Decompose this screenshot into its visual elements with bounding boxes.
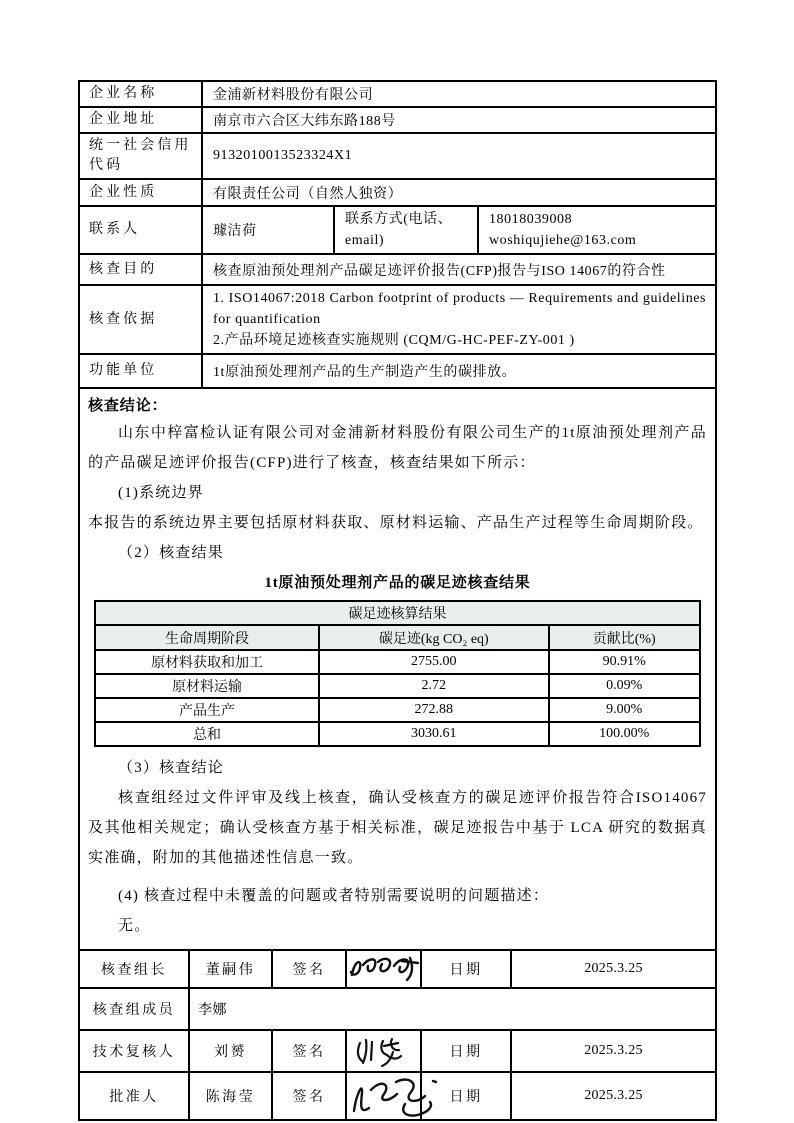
credit-code-value: 9132010013523324X1 (202, 133, 716, 179)
company-name-value: 金浦新材料股份有限公司 (202, 81, 716, 107)
verification-basis-label: 核查依据 (79, 285, 202, 354)
contact-phone: 18018039008 (489, 212, 573, 227)
sign-label: 签名 (272, 950, 346, 988)
section-3-text: 核查组经过文件评审及线上核查，确认受核查方的碳足迹评价报告符合ISO14067及其他相关规定；确认受核查方基于相关标准，碳足迹报告中基于 LCA 研究的数据真实准确，附加的其他描述性信息一致。 (88, 790, 707, 866)
section-4-text: 无。 (118, 918, 151, 934)
result-table-title: 1t原油预处理剂产品的碳足迹核查结果 (264, 575, 531, 591)
team-member-name: 李娜 (189, 988, 716, 1030)
cell-stage: 原材料运输 (95, 674, 319, 698)
column-header-lifecycle: 生命周期阶段 (95, 625, 319, 650)
table-row (79, 285, 716, 354)
table-row (95, 601, 700, 625)
contact-email: woshiqujiehe@163.com (489, 233, 637, 248)
signature-image-dongsiwei (347, 953, 423, 985)
functional-unit-label: 功能单位 (79, 354, 202, 388)
team-leader-signature (346, 950, 421, 988)
functional-unit-value: 1t原油预处理剂产品的生产制造产生的碳排放。 (202, 354, 716, 388)
column-header-contribution: 贡献比(%) (549, 625, 700, 650)
company-type-value: 有限责任公司（自然人独资） (202, 179, 716, 206)
technical-reviewer-signature (346, 1030, 421, 1072)
approver-signature (346, 1072, 421, 1120)
basis-item-1: 1. ISO14067:2018 Carbon footprint of products — Requirements and guidelines for quantification (213, 291, 707, 327)
technical-reviewer-date: 2025.3.25 (511, 1030, 716, 1072)
company-address-label: 企业地址 (79, 107, 202, 133)
table-row (79, 179, 716, 206)
contact-method-label: 联系方式(电话、email) (334, 206, 478, 254)
cell-footprint-total: 3030.61 (319, 722, 549, 746)
cell-stage-total: 总和 (95, 722, 319, 746)
cell-footprint: 272.88 (319, 698, 549, 722)
verification-basis-value (202, 285, 716, 354)
table-row (95, 722, 700, 746)
carbon-footprint-result-table (94, 600, 701, 747)
section-3-title: （3）核查结论 (118, 760, 224, 776)
contact-person-name: 璩洁荷 (202, 206, 334, 254)
role-approver: 批准人 (79, 1072, 189, 1120)
cell-contribution: 0.09% (549, 674, 700, 698)
conclusion-paragraph-1: 山东中梓富检认证有限公司对金浦新材料股份有限公司生产的1t原油预处理剂产品的产品碳足迹评价报告(CFP)进行了核查，核查结果如下所示： (88, 425, 707, 471)
cell-footprint: 2.72 (319, 674, 549, 698)
company-name-label: 企业名称 (79, 81, 202, 107)
team-leader-name: 董嗣伟 (189, 950, 272, 988)
table-row (95, 650, 700, 674)
contact-method-value (478, 206, 716, 254)
cell-footprint: 2755.00 (319, 650, 549, 674)
table-row (95, 674, 700, 698)
signature-image-liuyun (352, 1034, 416, 1068)
sign-label: 签名 (272, 1072, 346, 1120)
cell-contribution: 90.91% (549, 650, 700, 674)
table-row (79, 988, 716, 1030)
table-row (79, 254, 716, 285)
section-2-title: （2）核查结果 (118, 545, 224, 561)
role-team-leader: 核查组长 (79, 950, 189, 988)
table-row (79, 1030, 716, 1072)
cell-stage: 产品生产 (95, 698, 319, 722)
team-leader-date: 2025.3.25 (511, 950, 716, 988)
section-4-title: (4) 核查过程中未覆盖的问题或者特别需要说明的问题描述： (118, 888, 550, 904)
result-table-header: 碳足迹核算结果 (95, 601, 700, 625)
role-team-member: 核查组成员 (79, 988, 189, 1030)
company-type-label: 企业性质 (79, 179, 202, 206)
company-info-table (78, 80, 717, 389)
conclusion-heading: 核查结论： (88, 398, 168, 414)
conclusion-section (78, 387, 717, 951)
verification-form (78, 80, 717, 1121)
cell-contribution-total: 100.00% (549, 722, 700, 746)
column-header-footprint: 碳足迹(kg CO₂ eq) (319, 625, 549, 650)
table-row (79, 354, 716, 388)
table-row (95, 698, 700, 722)
cell-contribution: 9.00% (549, 698, 700, 722)
table-row (79, 950, 716, 988)
table-row (79, 133, 716, 179)
table-row (79, 1072, 716, 1120)
date-label: 日期 (421, 950, 511, 988)
technical-reviewer-name: 刘赟 (189, 1030, 272, 1072)
date-label: 日期 (421, 1030, 511, 1072)
table-row (79, 107, 716, 133)
verification-purpose-value: 核查原油预处理剂产品碳足迹评价报告(CFP)报告与ISO 14067的符合性 (202, 254, 716, 285)
role-technical-reviewer: 技术复核人 (79, 1030, 189, 1072)
section-1-title: (1)系统边界 (118, 485, 204, 501)
company-address-value: 南京市六合区大纬东路188号 (202, 107, 716, 133)
cell-stage: 原材料获取和加工 (95, 650, 319, 674)
table-row (79, 81, 716, 107)
date-label: 日期 (421, 1072, 511, 1120)
sign-label: 签名 (272, 1030, 346, 1072)
section-1-text: 本报告的系统边界主要包括原材料获取、原材料运输、产品生产过程等生命周期阶段。 (88, 515, 704, 531)
verification-purpose-label: 核查目的 (79, 254, 202, 285)
contact-person-label: 联系人 (79, 206, 202, 254)
signatures-table (78, 949, 717, 1121)
table-row (79, 206, 716, 254)
approver-name: 陈海莹 (189, 1072, 272, 1120)
credit-code-label: 统一社会信用代码 (79, 133, 202, 179)
table-row (95, 625, 700, 650)
approver-date: 2025.3.25 (511, 1072, 716, 1120)
basis-item-2: 2.产品环境足迹核查实施规则 (CQM/G-HC-PEF-ZY-001 ) (213, 333, 575, 348)
